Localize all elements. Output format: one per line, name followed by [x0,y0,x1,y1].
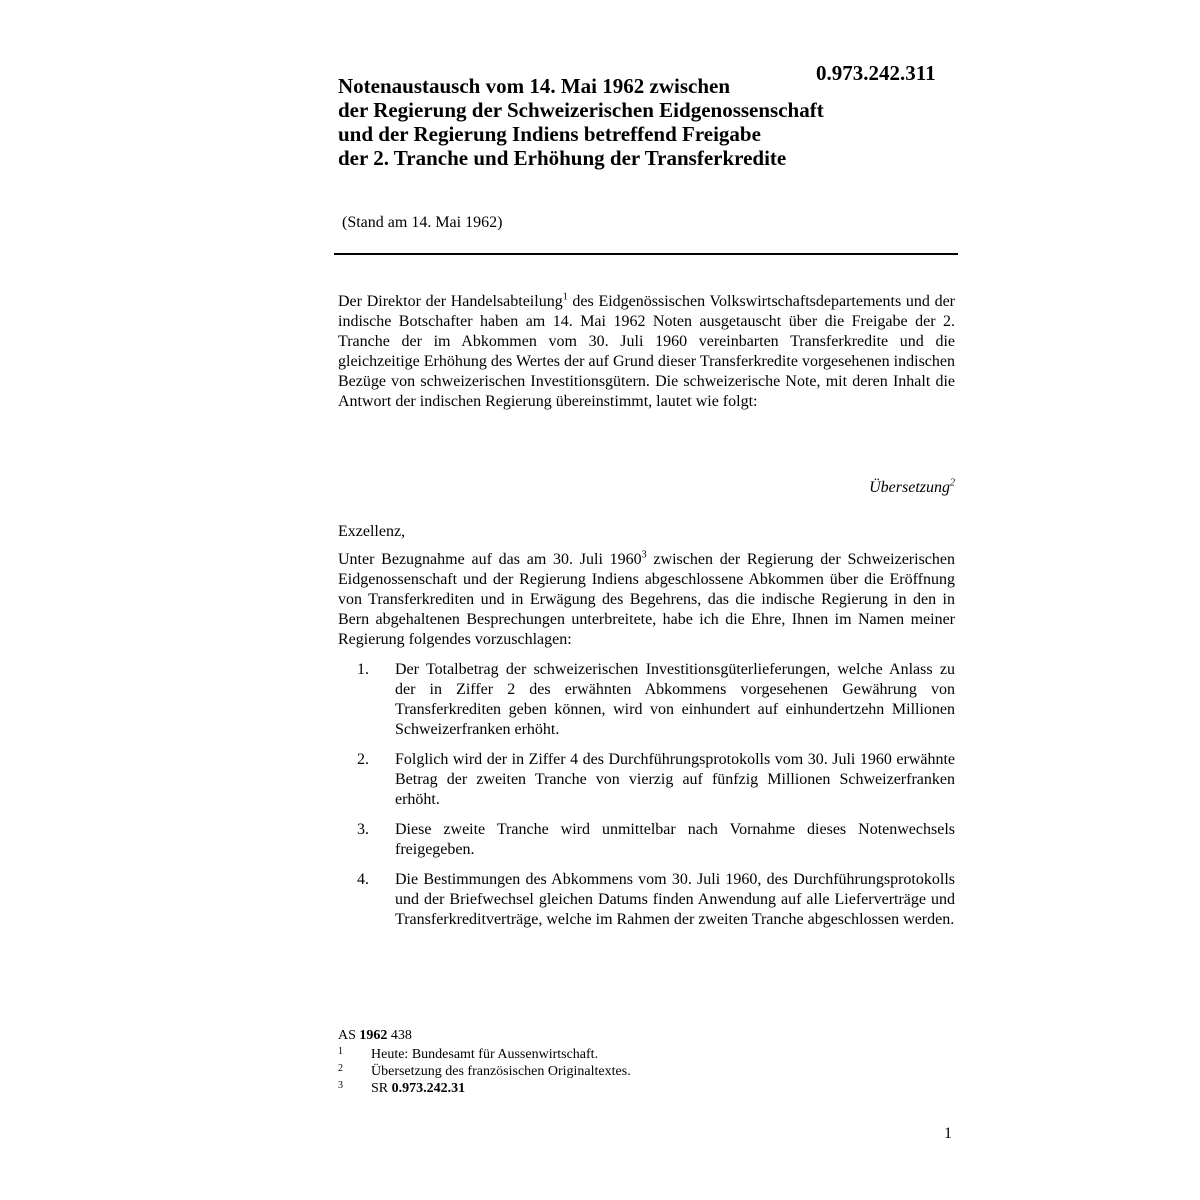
intro-text-end: des Eidgenössischen Volkswirtschaftsdepartements und der indische Botschafter haben am 14. Mai 1962 Noten ausgetauscht über die Freigabe der 2. Tranche der im Abkommen vom 30. Juli 1960 vereinbarten Transferkredite und die gleichzeitige Erhöhung des Wertes der auf Grund dieser Transferkredite vorgesehenen indischen Bezüge von schweizerischen Investitionsgütern. Die schweizerische Note, mit deren Inhalt die Antwort der indischen Regierung übereinstimmt, lautet wie folgt: [338,293,955,410]
footnote [338,1063,631,1080]
footnote-ref-1[interactable]: 1 [562,291,568,303]
list-item-number: 3. [357,821,369,838]
translation-note [760,478,955,498]
footnote-text: SR [371,1081,392,1096]
footnote-sr-number: 0.973.242.31 [391,1081,466,1096]
body-paragraph [338,550,955,650]
numbered-list [338,660,955,940]
intro-paragraph [338,292,955,412]
body-text-end: zwischen der Regierung der Schweizerischen Eidgenossenschaft und der Regierung Indiens abgeschlossene Abkommen über die Eröffnung von Transferkrediten und in Erwägung des Begehrens, das die indische Regierung in den in Bern abgehaltenen Besprechungen unterbreitete, habe ich die Ehre, Ihnen im Namen meiner Regierung folgendes vorzuschlagen: [338,551,956,648]
translation-label: Übersetzung [869,479,950,496]
list-item-number: 1. [357,661,369,678]
source-year: 1962 [359,1028,388,1043]
footnote-text: Übersetzung des französischen Originaltextes. [371,1064,631,1079]
horizontal-rule [334,253,958,255]
list-item [338,870,955,930]
footnote-number: 1 [338,1046,343,1057]
title-line-2: der Regierung der Schweizerischen Eidgenossenschaft [338,98,824,122]
sr-number: 0.973.242.311 [816,61,936,85]
source-prefix: AS [338,1028,356,1043]
intro-text-start: Der Direktor der Handelsabteilung [338,293,563,310]
footnote-ref-2[interactable]: 2 [950,477,955,489]
footnote-number: 3 [338,1080,343,1091]
page-number: 1 [944,1125,952,1142]
list-item-number: 2. [357,751,369,768]
list-item-text: Die Bestimmungen des Abkommens vom 30. Juli 1960, des Durchführungsprotokolls und der Briefwechsel gleichen Datums finden Anwendung auf alle Lieferverträge und Transferkreditverträge, welche im Rahmen der zweiten Tranche abgeschlossen werden. [395,871,955,928]
salutation: Exzellenz, [338,523,406,540]
footnote [338,1080,631,1097]
body-text-start: Unter Bezugnahme auf das am 30. Juli 1960 [338,551,642,568]
title-line-1: Notenaustausch vom 14. Mai 1962 zwischen [338,74,730,98]
list-item-text: Folglich wird der in Ziffer 4 des Durchführungsprotokolls vom 30. Juli 1960 erwähnte Betrag der zweiten Tranche von vierzig auf fünfzig Millionen Schweizerfranken erhöht. [395,751,955,808]
list-item-number: 4. [357,871,369,888]
list-item-text: Diese zweite Tranche wird unmittelbar nach Vornahme dieses Notenwechsels freigegeben. [395,821,955,858]
footnote-ref-3[interactable]: 3 [641,549,647,561]
footnotes [338,1046,631,1097]
footnote-number: 2 [338,1063,343,1074]
source-page: 438 [390,1028,412,1043]
list-item [338,660,955,740]
list-item [338,820,955,860]
status-date: (Stand am 14. Mai 1962) [342,214,503,231]
footnote [338,1046,631,1063]
footnote-text: Heute: Bundesamt für Aussenwirtschaft. [371,1047,599,1062]
list-item-text: Der Totalbetrag der schweizerischen Investitionsgüterlieferungen, welche Anlass zu der in Ziffer 2 des erwähnten Abkommens vorgesehenen Gewährung von Transferkrediten geben können, wird von einhundert auf einhundertzehn Millionen Schweizerfranken erhöht. [395,661,955,738]
document-title [338,74,824,170]
list-item [338,750,955,810]
title-line-4: der 2. Tranche und Erhöhung der Transferkredite [338,146,787,170]
title-line-3: und der Regierung Indiens betreffend Freigabe [338,122,761,146]
source-reference [338,1027,412,1045]
